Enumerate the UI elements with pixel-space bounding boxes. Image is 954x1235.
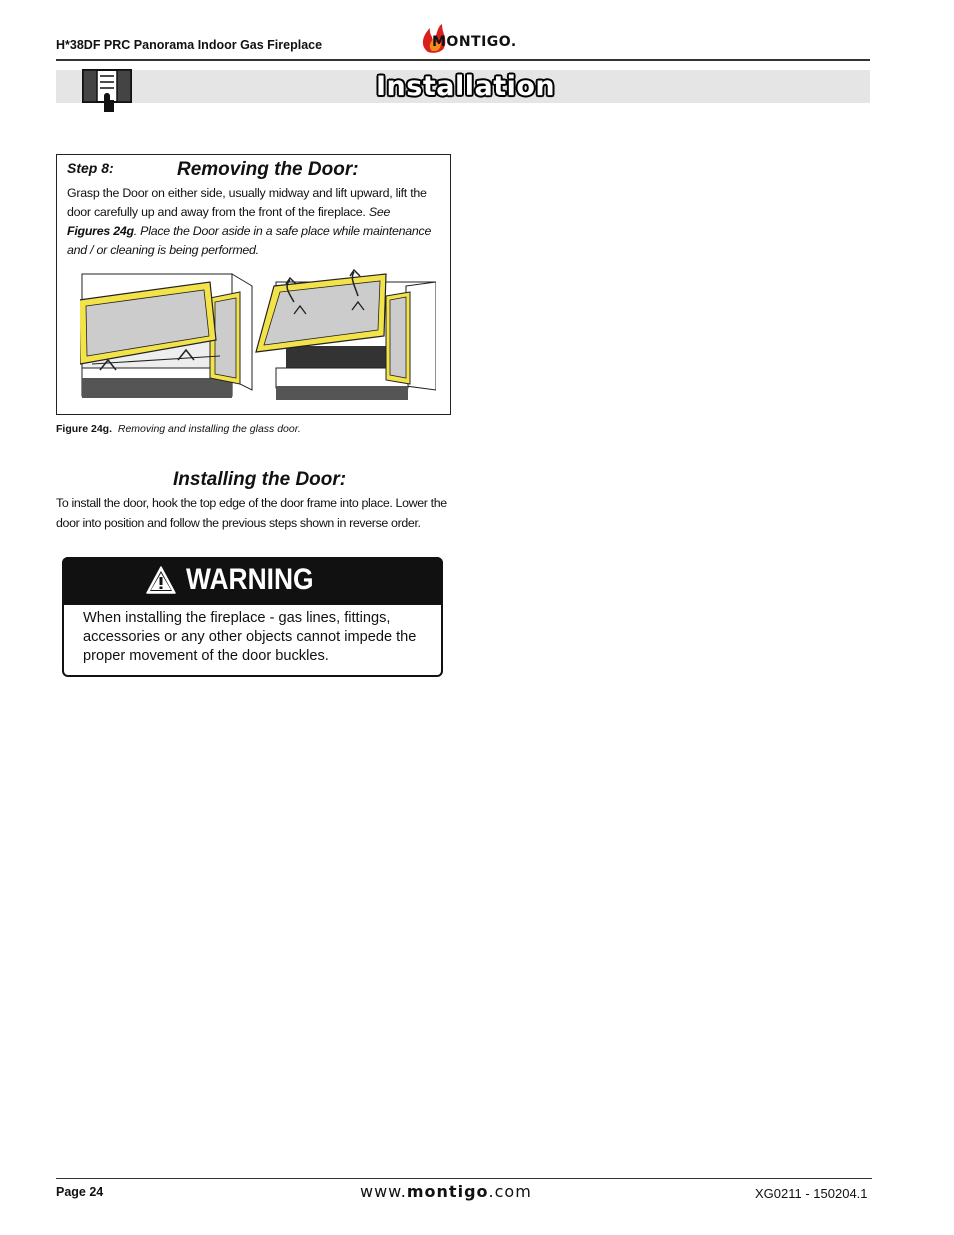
warning-triangle-icon [145,565,177,595]
section-title: Installation [376,71,556,102]
fireplace-right [256,270,436,400]
figure-caption: Figure 24g. Removing and installing the glass door. [56,423,301,435]
document-id: XG0211 - 150204.1 [755,1186,868,1201]
fireplace-left [80,274,252,398]
toolbox-manual-icon [80,66,134,114]
warning-body: When installing the fireplace - gas lines, fittings, accessories or any other objects cannot impede the proper movement of the door buckles. [83,610,417,664]
logo-wordmark: MONTIGO. [432,34,517,50]
page-number: Page 24 [56,1185,104,1199]
step-heading: Removing the Door: [177,159,359,180]
warning-title: WARNING [186,563,314,596]
website-url[interactable]: www.montigo.com [360,1182,532,1201]
product-title: H*38DF PRC Panorama Indoor Gas Fireplace [56,38,323,52]
door-removal-figure [80,262,436,402]
step-label: Step 8: [67,160,114,176]
header-rule [56,59,870,61]
footer-rule [56,1178,872,1179]
install-heading: Installing the Door: [173,469,347,490]
step-body: Grasp the Door on either side, usually midway and lift upward, lift the door carefully up and away from the front of the fireplace. See Figures 24g. Place the Door aside in a safe place while maintenance and / or cleaning is being performed. [67,186,432,257]
install-body: To install the door, hook the top edge of the door frame into place. Lower the door into position and follow the previous steps shown in reverse order. [56,496,447,530]
